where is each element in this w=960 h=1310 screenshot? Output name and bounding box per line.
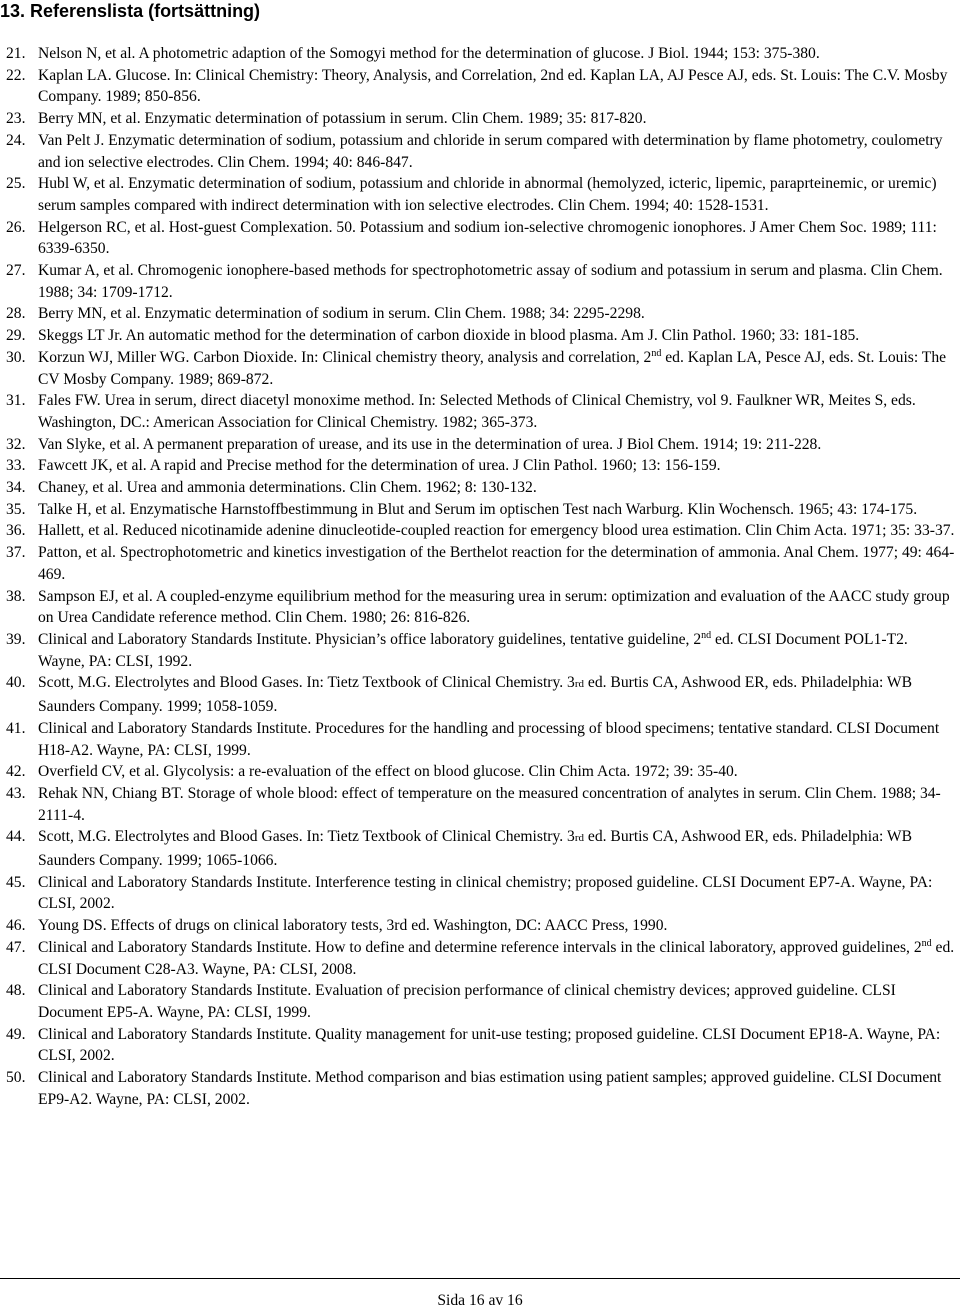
reference-text: Berry MN, et al. Enzymatic determination of sodium in serum. Clin Chem. 1988; 34: 2295-2298.: [38, 305, 645, 323]
reference-number: 30.: [6, 348, 26, 366]
reference-number: 24.: [6, 131, 26, 149]
reference-item: [0, 586, 960, 629]
reference-text: Clinical and Laboratory Standards Institute. Interference testing in clinical chemistry; proposed guideline. CLSI Document EP7-A. Wayne, PA: CLSI, 2002.: [38, 873, 933, 913]
ordinal-suffix: nd: [651, 347, 662, 359]
reference-text: Overfield CV, et al. Glycolysis: a re-evaluation of the effect on blood glucose. Clin Chim Acta. 1972; 39: 35-40.: [38, 763, 738, 781]
reference-item: [0, 1067, 960, 1110]
reference-text: Nelson N, et al. A photometric adaption of the Somogyi method for the determination of glucose. J Biol. 1944; 153: 375-380.: [38, 45, 820, 62]
reference-number: 44.: [6, 828, 26, 846]
reference-item: [0, 1024, 960, 1067]
reference-item: [0, 325, 960, 347]
footer-divider: [0, 1278, 960, 1279]
reference-item: [0, 303, 960, 325]
reference-item: [0, 260, 960, 303]
reference-text: Van Pelt J. Enzymatic determination of sodium, potassium and chloride in serum compared with determination by flame photometry, coulometry and ion selective electrodes. Clin Chem. 1994; 40: 846-847.: [38, 131, 943, 171]
reference-number: 48.: [6, 982, 26, 1000]
reference-text: Talke H, et al. Enzymatische Harnstoffbestimmung in Blut and Serum im optischen Test nach Warburg. Klin Wochensch. 1965; 43: 174-175.: [38, 500, 918, 518]
reference-number: 49.: [6, 1025, 26, 1043]
reference-number: 43.: [6, 784, 26, 802]
reference-number: 35.: [6, 500, 26, 518]
reference-item: [0, 937, 960, 980]
reference-text: Sampson EJ, et al. A coupled-enzyme equilibrium method for the measuring urea in serum: optimization and evaluation of the AACC study group on Urea Candidate reference method. Clin Chem. 1980; 26: 816-826.: [38, 587, 950, 627]
reference-text: Van Slyke, et al. A permanent preparation of urease, and its use in the determination of urea. J Biol Chem. 1914; 19: 211-228.: [38, 435, 822, 453]
reference-number: 38.: [6, 587, 26, 605]
reference-text: Kumar A, et al. Chromogenic ionophere-based methods for spectrophotometric assay of sodium and potassium in serum and plasma. Clin Chem. 1988; 34: 1709-1712.: [38, 262, 943, 301]
reference-text: Skeggs LT Jr. An automatic method for the determination of carbon dioxide in blood plasma. Am J. Clin Pathol. 1960; 33: 181-185.: [38, 327, 860, 345]
reference-number: 50.: [6, 1069, 26, 1087]
reference-text: Hallett, et al. Reduced nicotinamide adenine dinucleotide-coupled reaction for emergency blood urea estimation. Clin Chim Acta. 1971; 35: 33-37.: [38, 522, 955, 540]
reference-text: [38, 674, 912, 715]
reference-text: Young DS. Effects of drugs on clinical laboratory tests, 3rd ed. Washington, DC: AACC Press, 1990.: [38, 917, 668, 935]
reference-number: 32.: [6, 435, 26, 453]
reference-text: Chaney, et al. Urea and ammonia determinations. Clin Chem. 1962; 8: 130-132.: [38, 479, 537, 497]
reference-item: [0, 43, 960, 65]
reference-number: 36.: [6, 522, 26, 540]
page-number: Sida 16 av 16: [437, 1292, 523, 1309]
reference-item: [0, 761, 960, 783]
reference-list: [0, 43, 960, 1110]
reference-text: [38, 349, 946, 388]
reference-number: 21.: [6, 45, 26, 62]
reference-text: Rehak NN, Chiang BT. Storage of whole blood: effect of temperature on the measured concentration of analytes in serum. Clin Chem. 1988; 34-2111-4.: [38, 784, 941, 824]
reference-text: Helgerson RC, et al. Host-guest Complexation. 50. Potassium and sodium ion-selective chromogenic ionophores. J Amer Chem Soc. 1989; 111: 6339-6350.: [38, 218, 937, 258]
reference-number: 40.: [6, 674, 26, 692]
reference-number: 22.: [6, 66, 26, 84]
reference-number: 34.: [6, 479, 26, 497]
reference-number: 47.: [6, 938, 26, 956]
reference-item: [0, 477, 960, 499]
reference-number: 27.: [6, 262, 26, 280]
reference-number: 41.: [6, 719, 26, 737]
reference-text: [38, 631, 908, 670]
ordinal-suffix: rd: [574, 832, 585, 845]
ordinal-suffix: rd: [574, 678, 585, 691]
reference-item: [0, 347, 960, 390]
reference-text-part: Korzun WJ, Miller WG. Carbon Dioxide. In: Clinical chemistry theory, analysis and correlation, 2: [38, 348, 652, 366]
reference-text-part: Clinical and Laboratory Standards Institute. How to define and determine reference intervals in the clinical laboratory, approved guidelines, 2: [38, 938, 922, 956]
reference-text: Clinical and Laboratory Standards Institute. Procedures for the handling and processing of blood specimens; tentative standard. CLSI Document H18-A2. Wayne, PA: CLSI, 1999.: [38, 719, 940, 759]
reference-text: Clinical and Laboratory Standards Institute. Method comparison and bias estimation using patient samples; approved guideline. CLSI Document EP9-A2. Wayne, PA: CLSI, 2002.: [38, 1069, 942, 1108]
reference-text-part: ed. Kaplan LA, Pesce AJ, eds. St. Louis: The CV Mosby Company. 1989; 869-872.: [38, 348, 947, 388]
reference-item: [0, 65, 960, 108]
reference-item: [0, 980, 960, 1023]
reference-number: 33.: [6, 457, 26, 475]
reference-number: 28.: [6, 305, 26, 323]
section-heading: 13. Referenslista (fortsättning): [0, 1, 261, 21]
reference-item: [0, 542, 960, 585]
reference-item: [0, 783, 960, 826]
ordinal-suffix: nd: [701, 629, 712, 641]
reference-item: [0, 872, 960, 915]
reference-number: 25.: [6, 175, 26, 193]
reference-item: [0, 217, 960, 260]
reference-number: 39.: [6, 630, 26, 648]
reference-text-part: ed. CLSI Document POL1-T2. Wayne, PA: CLSI, 1992.: [38, 630, 908, 670]
reference-number: 46.: [6, 917, 26, 935]
reference-item: [0, 520, 960, 542]
reference-text: Clinical and Laboratory Standards Institute. Evaluation of precision performance of clinical chemistry devices; approved guideline. CLSI Document EP5-A. Wayne, PA: CLSI, 1999.: [38, 982, 896, 1021]
reference-item: [0, 455, 960, 477]
reference-text: Fawcett JK, et al. A rapid and Precise method for the determination of urea. J Clin Pathol. 1960; 13: 156-159.: [38, 457, 721, 475]
reference-text: Patton, et al. Spectrophotometric and kinetics investigation of the Berthelot reaction for the determination of ammonia. Anal Chem. 1977; 49: 464-469.: [38, 544, 955, 583]
reference-text: Kaplan LA. Glucose. In: Clinical Chemistry: Theory, Analysis, and Correlation, 2nd ed. Kaplan LA, AJ Pesce AJ, eds. St. Louis: The C.V. Mosby Company. 1989; 850-856.: [38, 66, 948, 106]
reference-item: [0, 108, 960, 130]
reference-text-part: Scott, M.G. Electrolytes and Blood Gases. In: Tietz Textbook of Clinical Chemistry. 3: [38, 674, 575, 692]
reference-number: 23.: [6, 110, 26, 128]
reference-text: Berry MN, et al. Enzymatic determination of potassium in serum. Clin Chem. 1989; 35: 817-820.: [38, 110, 647, 128]
reference-text-part: Scott, M.G. Electrolytes and Blood Gases. In: Tietz Textbook of Clinical Chemistry. 3: [38, 828, 575, 846]
reference-text-part: ed. Burtis CA, Ashwood ER, eds. Philadelphia: WB Saunders Company. 1999; 1058-1059.: [38, 674, 913, 716]
reference-text-part: Clinical and Laboratory Standards Institute. Physician’s office laboratory guidelines, tentative guideline, 2: [38, 630, 702, 648]
reference-item: [0, 130, 960, 173]
reference-text: Clinical and Laboratory Standards Institute. Quality management for unit-use testing; proposed guideline. CLSI Document EP18-A. Wayne, PA: CLSI, 2002.: [38, 1025, 941, 1065]
reference-item: [0, 629, 960, 672]
reference-item: [0, 826, 960, 871]
reference-number: 37.: [6, 544, 26, 562]
reference-number: 31.: [6, 392, 26, 410]
reference-text: Fales FW. Urea in serum, direct diacetyl monoxime method. In: Selected Methods of Clinical Chemistry, vol 9. Faulkner WR, Meites S, eds. Washington, DC.: American Association for Clinical Chemistry. 1982; 365-373.: [38, 392, 916, 431]
reference-text: [38, 939, 954, 978]
reference-text-part: ed. Burtis CA, Ashwood ER, eds. Philadelphia: WB Saunders Company. 1999; 1065-1066.: [38, 828, 913, 870]
reference-item: [0, 718, 960, 761]
reference-item: [0, 390, 960, 433]
reference-text: [38, 828, 912, 869]
reference-item: [0, 434, 960, 456]
reference-number: 42.: [6, 763, 26, 781]
ordinal-suffix: nd: [921, 937, 932, 949]
reference-number: 45.: [6, 873, 26, 891]
reference-number: 26.: [6, 218, 26, 236]
reference-item: [0, 915, 960, 937]
reference-item: [0, 672, 960, 717]
reference-number: 29.: [6, 327, 26, 345]
reference-item: [0, 173, 960, 216]
reference-text-part: ed. CLSI Document C28-A3. Wayne, PA: CLSI, 2008.: [38, 938, 955, 978]
reference-text: Hubl W, et al. Enzymatic determination of sodium, potassium and chloride in abnormal (hemolyzed, icteric, lipemic, paraprteinemic, or uremic) serum samples compared with indirect determination with ion selective electrodes. Clin Chem. 1994; 40: 1528-1531.: [38, 175, 937, 214]
reference-item: [0, 499, 960, 521]
